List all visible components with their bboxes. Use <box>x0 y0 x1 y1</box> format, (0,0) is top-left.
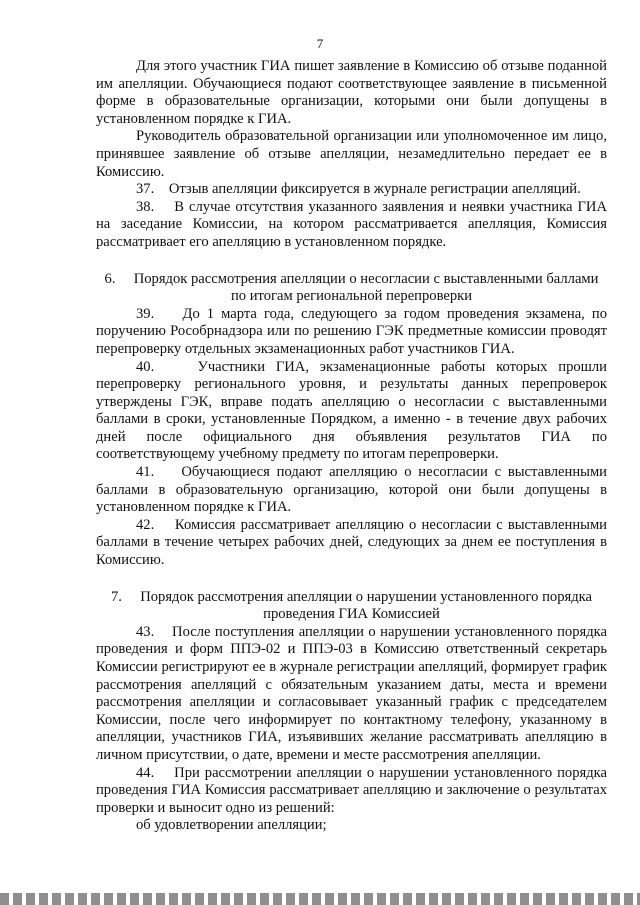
paragraph: Для этого участник ГИА пишет заявление в Комиссию об отзыве поданной им апелляции. Обучающиеся подают соответствующее заявление в письменной форме в образовательные организации, которыми они были допущены в установленном порядке к ГИА. <box>96 58 607 127</box>
section-gap <box>96 570 607 589</box>
paragraph: Руководитель образовательной организации или уполномоченное им лицо, принявшее заявление об отзыве апелляции, незамедлительно передает ее в Комиссию. <box>96 128 607 180</box>
paragraph-44: 44. При рассмотрении апелляции о нарушении установленного порядка проведения ГИА Комиссия рассматривает апелляцию и заключение о результатах проверки и выносит одно из решений: <box>96 764 607 816</box>
paragraph-decision-1: об удовлетворении апелляции; <box>136 817 327 834</box>
section-7-heading: 7. Порядок рассмотрения апелляции о нарушении установленного порядка проведения ГИА Комиссией <box>111 588 592 623</box>
document-body <box>96 58 607 835</box>
paragraph-40: 40. Участники ГИА, экзаменационные работы которых прошли перепроверку регионального уровня, и результаты данных перепроверок утверждены ГЭК, вправе подать апелляцию о несогласии с выставленными баллами в сроки, установленные Порядком, а именно - в течение двух рабочих дней после официального дня объявления результатов ГИА по соответствующему учебному предмету по итогам перепроверки. <box>96 358 607 463</box>
paragraph-42: 42. Комиссия рассматривает апелляцию о несогласии с выставленными баллами в течение четырех рабочих дней, следующих за днем ее поступления в Комиссию. <box>96 516 607 569</box>
paragraph-38: 38. В случае отсутствия указанного заявления и неявки участника ГИА на заседание Комиссии, на котором рассматривается апелляция, Комиссия рассматривает его апелляцию в установленном порядке. <box>96 198 607 250</box>
paragraph-39: 39. До 1 марта года, следующего за годом проведения экзамена, по поручению Рособрнадзора или по решению ГЭК предметные комиссии проводят перепроверку отдельных экзаменационных работ участников ГИА. <box>96 305 607 357</box>
paragraph-43: 43. После поступления апелляции о нарушении установленного порядка проведения и форм ППЭ-02 и ППЭ-03 в Комиссию ответственный секретарь Комиссии регистрируют ее в журнале регистрации апелляций, формирует график рассмотрения апелляций с обязательным указанием даты, места и времени рассмотрения апелляции и согласовывает указанный график с председателем Комиссии, после чего информирует по контактному телефону, указанному в апелляции, участников ГИА, изъявивших желание рассматривать апелляцию в личном присутствии, о дате, времени и месте рассмотрения апелляции. <box>96 623 607 763</box>
paragraph-37: 37. Отзыв апелляции фиксируется в журнале регистрации апелляций. <box>136 181 581 198</box>
page-number: 7 <box>316 36 324 51</box>
paragraph-41: 41. Обучающиеся подают апелляцию о несогласии с выставленными баллами в образовательную организацию, которой они были допущены в установленном порядке к ГИА. <box>96 464 607 516</box>
cut-off-text-fragment <box>0 893 640 905</box>
section-gap <box>96 252 607 271</box>
section-6-heading: 6. Порядок рассмотрения апелляции о несогласии с выставленными баллами по итогам региональной перепроверки <box>104 270 599 305</box>
